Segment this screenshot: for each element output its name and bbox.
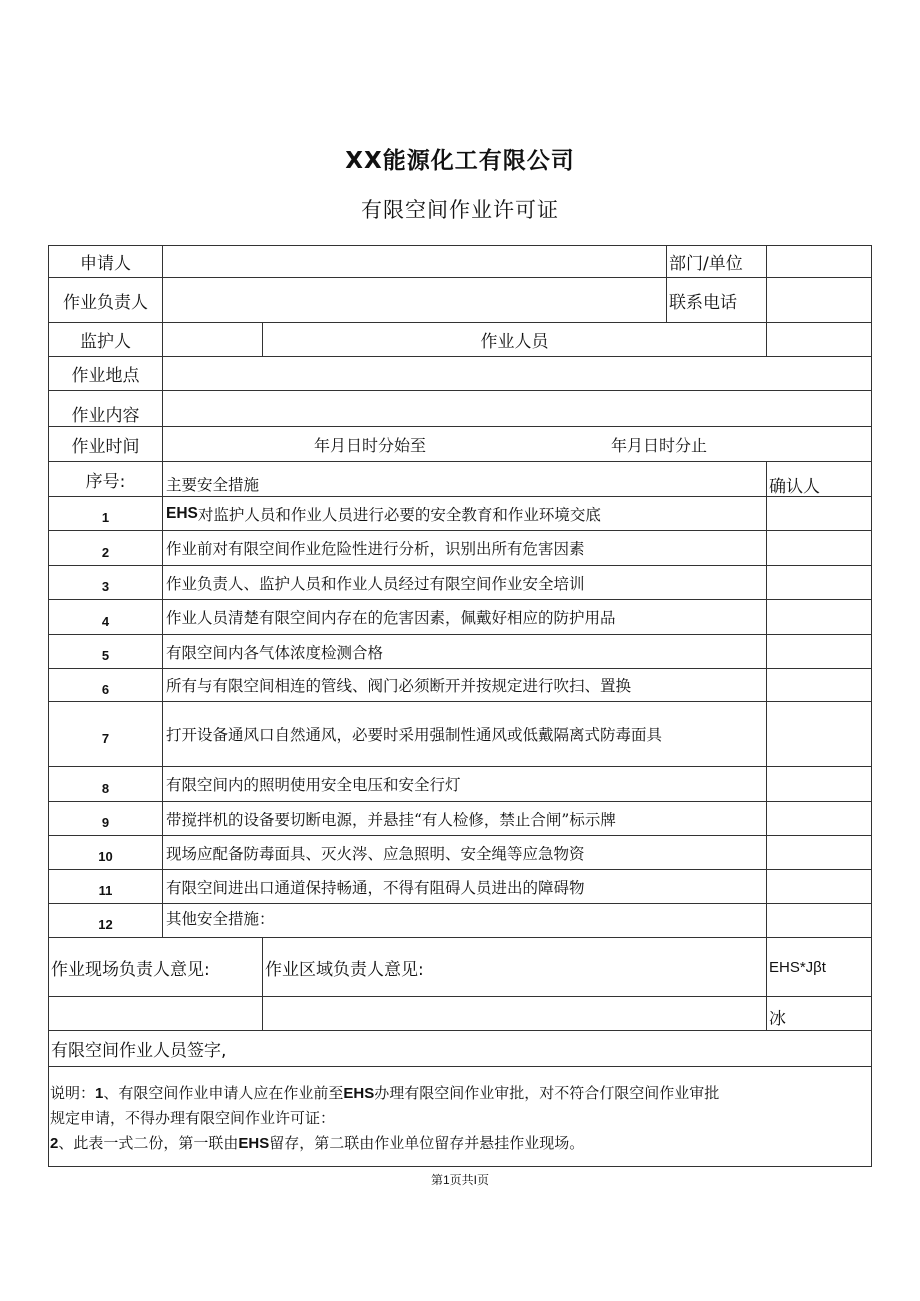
applicant-label: 申请人 (48, 245, 163, 278)
applicant-field[interactable] (162, 245, 667, 278)
time-field[interactable] (162, 426, 872, 462)
seq-header: 序号: (48, 461, 163, 497)
measure-text: 其他安全措施： (162, 903, 767, 938)
workers-field[interactable] (766, 322, 872, 357)
measure-number: 5 (48, 634, 163, 669)
document-title: 有限空间作业许可证 (361, 198, 559, 222)
measure-text: 有限空间进出口通道保持畅通，不得有阻碍人员进出的障碍物 (162, 869, 767, 904)
location-field[interactable] (162, 356, 872, 391)
measure-confirm-field[interactable] (766, 801, 872, 836)
area-leader-opinion-label: 作业区域负责人意见: (262, 937, 767, 997)
measure-number: 9 (48, 801, 163, 836)
guardian-field[interactable] (162, 322, 263, 357)
note-line-3: 2、此表一式二份，第一联由EHS留存，第二联由作业单位留存并悬挂作业现场。 (50, 1134, 585, 1152)
note-line-1: 说明：1、有限空间作业申请人应在作业前至EHS办理有限空间作业审批，对不符合仃限空间作业审批 (50, 1084, 720, 1102)
measure-text: 作业人员清楚有限空间内存在的危害因素，佩戴好相应的防护用品 (162, 599, 767, 635)
measure-confirm-field[interactable] (766, 496, 872, 531)
measure-number: 2 (48, 530, 163, 566)
content-label: 作业内容 (48, 390, 163, 427)
time-end-text: 年月日时分止 (611, 435, 708, 455)
ehs-opinion-field[interactable]: 冰 (766, 996, 872, 1031)
measure-text: 作业负责人、监护人员和作业人员经过有限空间作业安全培训 (162, 565, 767, 600)
measure-text: 有限空间内各气体浓度检测合格 (162, 634, 767, 669)
measure-number: 3 (48, 565, 163, 600)
area-leader-opinion-field[interactable] (262, 996, 767, 1031)
measure-confirm-field[interactable] (766, 903, 872, 938)
measure-confirm-field[interactable] (766, 701, 872, 767)
measure-confirm-field[interactable] (766, 668, 872, 702)
measure-confirm-field[interactable] (766, 835, 872, 870)
measures-header: 主要安全措施 (162, 461, 767, 497)
measure-number: 7 (48, 701, 163, 767)
worker-signature[interactable]: 有限空间作业人员签字, (48, 1030, 872, 1067)
page-footer: 第1页共I页 (430, 1173, 489, 1187)
company-name: XX能源化工有限公司 (345, 148, 575, 174)
site-leader-opinion-field[interactable] (48, 996, 263, 1031)
measure-confirm-field[interactable] (766, 565, 872, 600)
phone-field[interactable] (766, 277, 872, 323)
dept-label: 部门/单位 (666, 245, 767, 278)
measure-number: 11 (48, 869, 163, 904)
ehs-opinion-label: EHS*Jβt (766, 937, 872, 997)
site-leader-opinion-label: 作业现场负责人意见: (48, 937, 263, 997)
measure-confirm-field[interactable] (766, 766, 872, 802)
location-label: 作业地点 (48, 356, 163, 391)
measure-number: 1 (48, 496, 163, 531)
measure-text: 作业前对有限空间作业危险性进行分析，识别出所有危害因素 (162, 530, 767, 566)
leader-label: 作业负责人 (48, 277, 163, 323)
measure-confirm-field[interactable] (766, 599, 872, 635)
measure-number: 12 (48, 903, 163, 938)
note-line-2: 规定申请，不得办理有限空间作业许可证： (50, 1109, 336, 1127)
measure-number: 10 (48, 835, 163, 870)
measure-text: 所有与有限空间相连的管线、阀门必须断开并按规定进行吹扫、置换 (162, 668, 767, 702)
measure-number: 6 (48, 668, 163, 702)
measure-number: 4 (48, 599, 163, 635)
measure-text: 打开设备通风口自然通风，必要时采用强制性通风或低戴隔离式防毒面具 (162, 701, 767, 767)
workers-label: 作业人员 (262, 322, 767, 357)
time-label: 作业时间 (48, 426, 163, 462)
measure-confirm-field[interactable] (766, 634, 872, 669)
measure-text: 带搅拌机的设备要切断电源，并悬挂“有人检修，禁止合闸”标示牌 (162, 801, 767, 836)
guardian-label: 监护人 (48, 322, 163, 357)
measure-confirm-field[interactable] (766, 869, 872, 904)
measure-text: 现场应配备防毒面具、灭火涔、应急照明、安全绳等应急物资 (162, 835, 767, 870)
dept-field[interactable] (766, 245, 872, 278)
measure-confirm-field[interactable] (766, 530, 872, 566)
measure-text: EHS 对监护人员和作业人员进行必要的安全教育和作业环境交底 (162, 496, 767, 531)
phone-label: 联系电话 (666, 277, 767, 323)
measure-number: 8 (48, 766, 163, 802)
confirm-header: 确认人 (766, 461, 872, 497)
time-start-text: 年月日时分始至 (314, 435, 427, 455)
leader-field[interactable] (162, 277, 667, 323)
content-field[interactable] (162, 390, 872, 427)
measure-text: 有限空间内的照明使用安全电压和安全行灯 (162, 766, 767, 802)
